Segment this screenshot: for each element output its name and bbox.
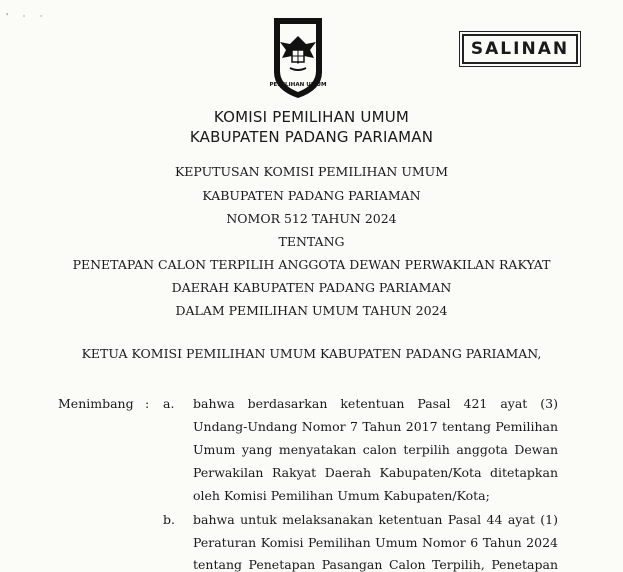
item-a-marker: a. [163, 396, 175, 411]
item-a-line4: Perwakilan Rakyat Daerah Kabupaten/Kota ditetapkan [193, 465, 558, 480]
title-line2: KABUPATEN PADANG PARIAMAN [202, 188, 421, 203]
logo-text-top: KOMISI [281, 26, 315, 35]
title-line5: PENETAPAN CALON TERPILIH ANGGOTA DEWAN PERWAKILAN RAKYAT [72, 257, 551, 272]
org-name-line2: KABUPATEN PADANG PARIAMAN [189, 128, 434, 146]
kpu-emblem-icon [266, 14, 330, 100]
item-a-line2: Undang-Undang Nomor 7 Tahun 2017 tentang Pemilihan [193, 419, 558, 434]
salinan-stamp: SALINAN [462, 34, 578, 64]
title-line1: KEPUTUSAN KOMISI PEMILIHAN UMUM [174, 164, 449, 179]
item-b-line1: bahwa untuk melaksanakan ketentuan Pasal 44 ayat (1) [193, 512, 558, 527]
title-line4: TENTANG [278, 234, 345, 249]
item-a-line5: oleh Komisi Pemilihan Umum Kabupaten/Kota; [193, 488, 490, 503]
menimbang-label: Menimbang [58, 396, 134, 411]
title-line6: DAERAH KABUPATEN PADANG PARIAMAN [171, 280, 452, 295]
org-name-line1: KOMISI PEMILIHAN UMUM [213, 108, 410, 126]
item-b-line2: Peraturan Komisi Pemilihan Umum Nomor 6 Tahun 2024 [193, 535, 558, 550]
item-a-line3: Umum yang menyatakan calon terpilih anggota Dewan [193, 442, 558, 457]
title-line3: NOMOR 512 TAHUN 2024 [226, 211, 397, 226]
item-b-marker: b. [163, 512, 175, 527]
title-line7: DALAM PEMILIHAN UMUM TAHUN 2024 [175, 303, 448, 318]
menimbang-colon: : [145, 396, 150, 411]
signer-heading: KETUA KOMISI PEMILIHAN UMUM KABUPATEN PADANG PARIAMAN, [81, 346, 542, 361]
scan-specks: ' · · [6, 12, 49, 21]
item-b-line3: tentang Penetapan Pasangan Calon Terpilih, Penetapan [193, 557, 558, 572]
logo-text-bottom: PEMILIHAN UMUM [269, 82, 327, 88]
item-a-line1: bahwa berdasarkan ketentuan Pasal 421 ayat (3) [193, 396, 558, 411]
